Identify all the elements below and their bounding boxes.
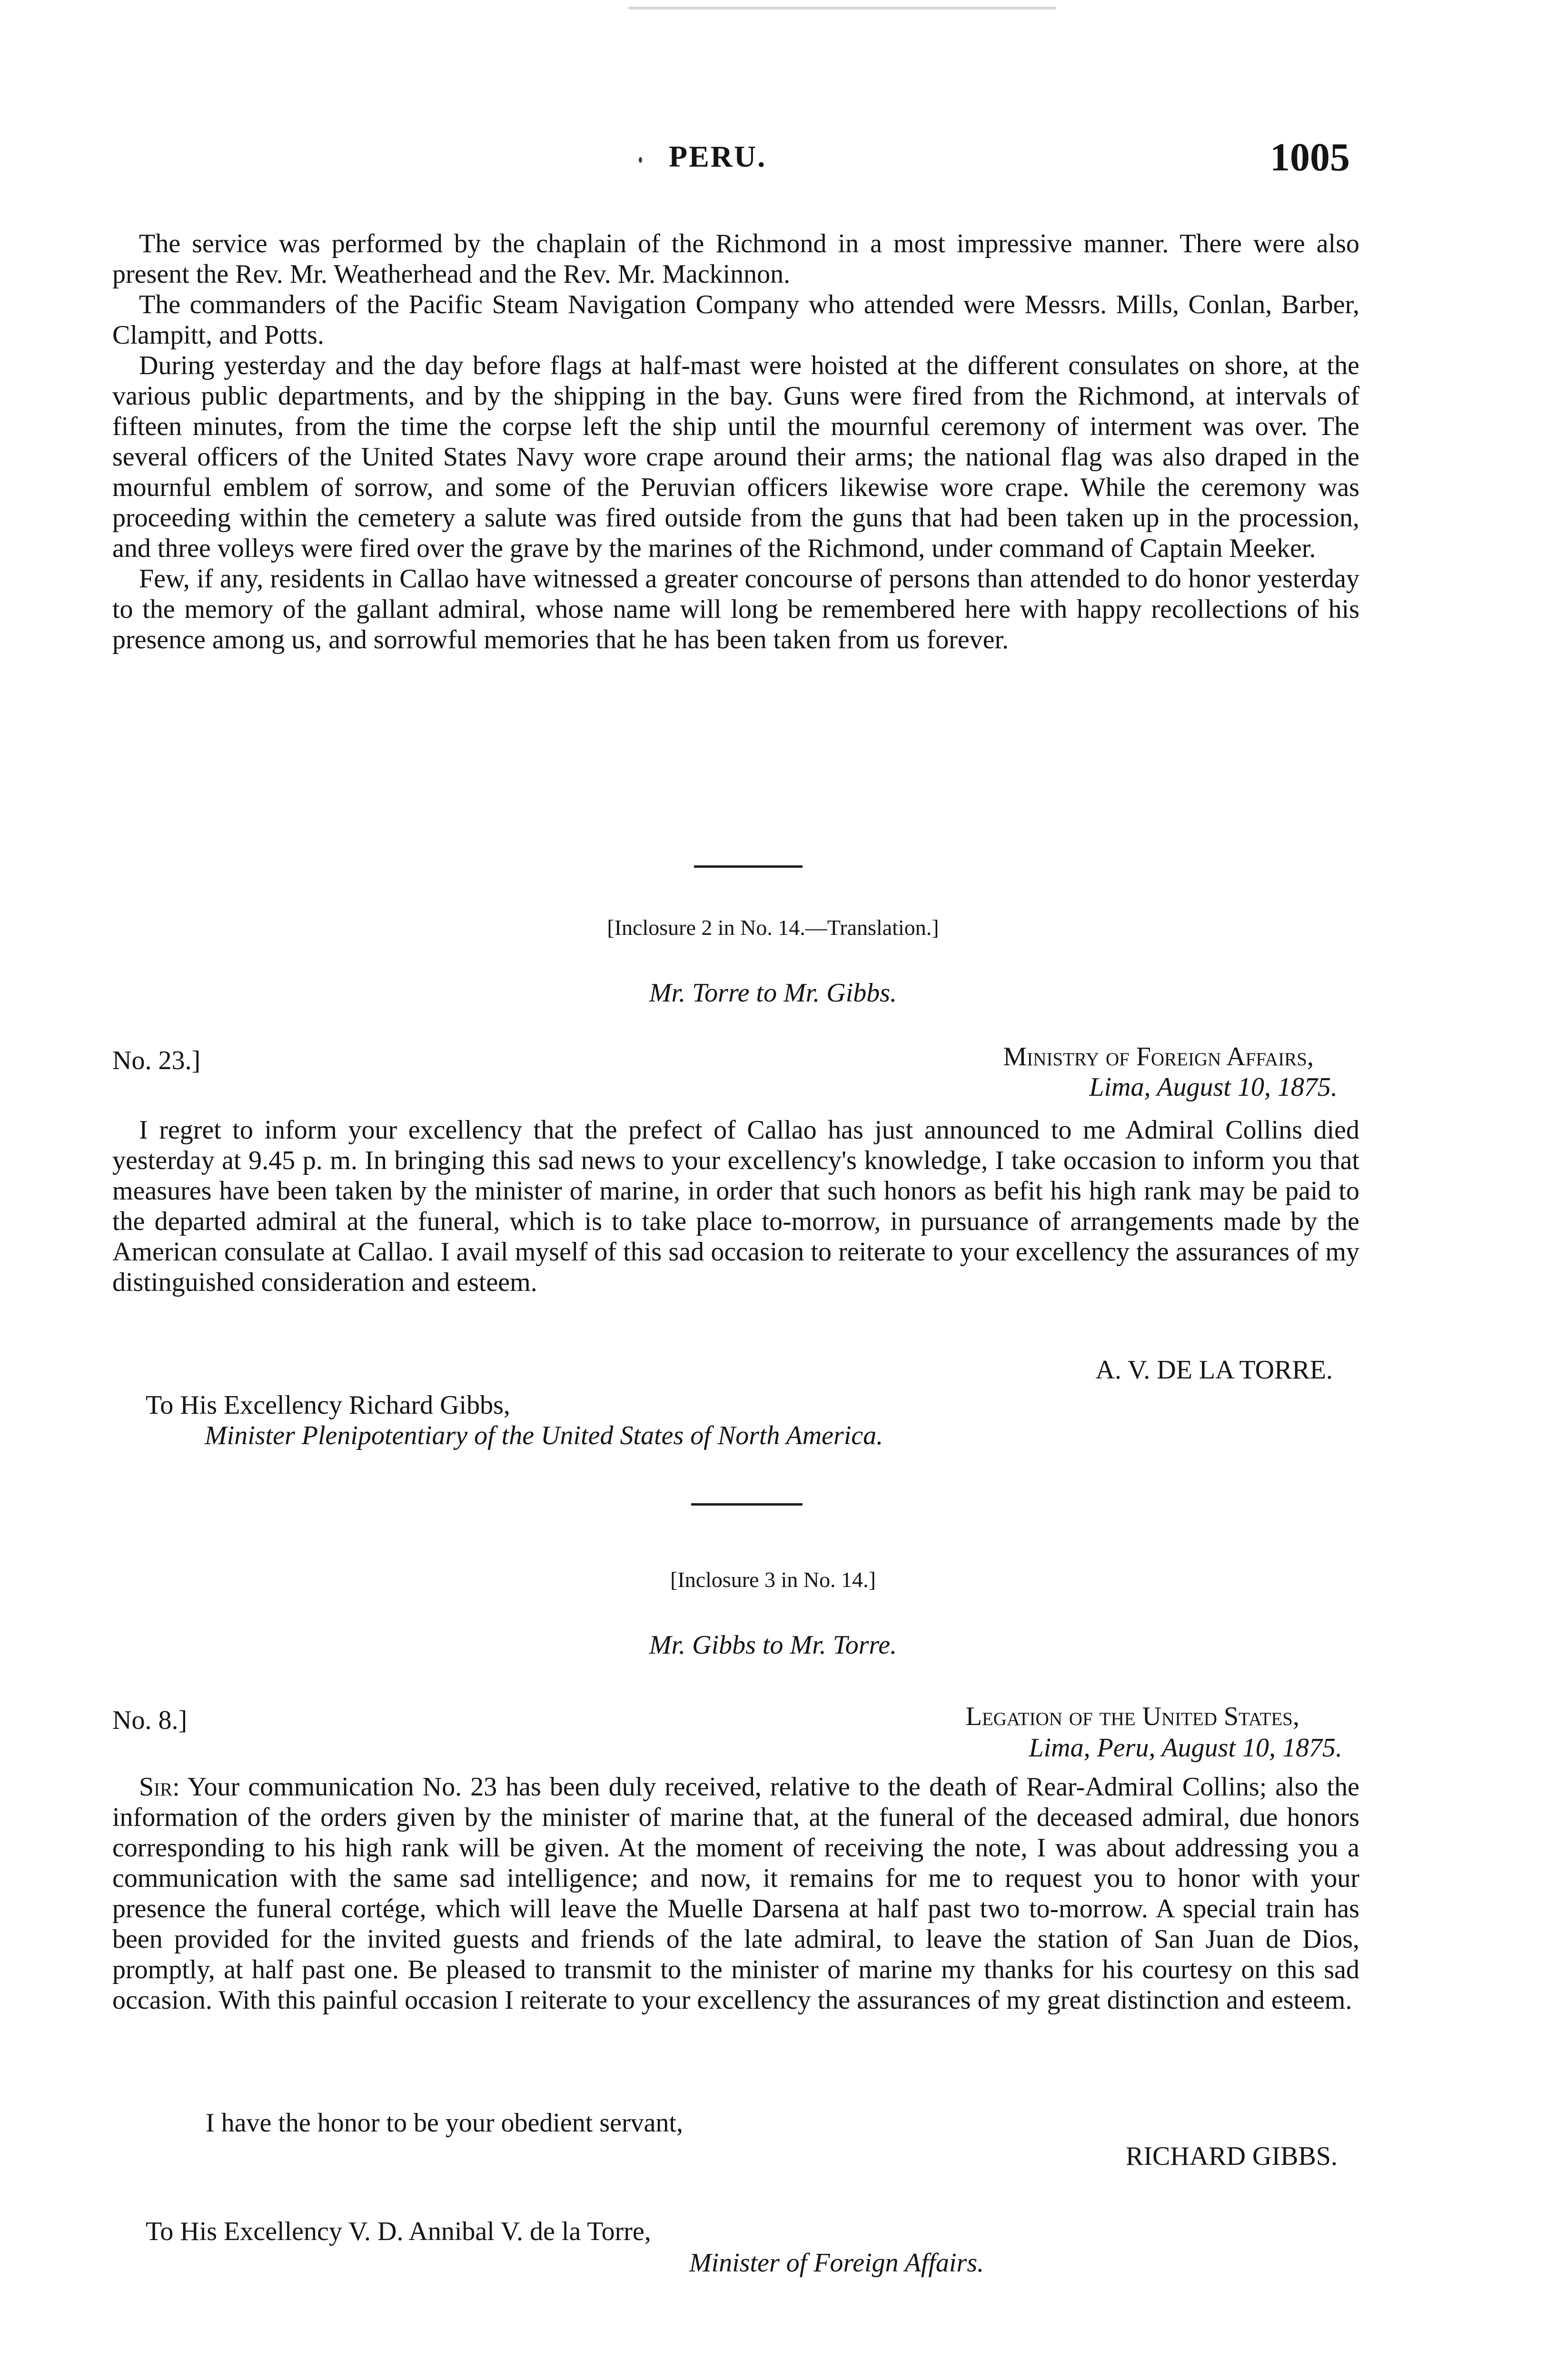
letter-number: No. 23.] [112,1046,201,1075]
inclosure-caption: [Inclosure 2 in No. 14.—Translation.] [607,915,939,940]
paragraph: The commanders of the Pacific Steam Navigation Company who attended were Messrs. Mills, Conlan, Barber, Clampitt, and Potts. [112,290,1359,350]
letter-number: No. 8.] [112,1706,188,1735]
paragraph: The service was performed by the chaplain of the Richmond in a most impressive manner. There were also present the Rev. Mr. Weatherhead and the Rev. Mr. Mackinnon. [112,229,1359,289]
recipient-line [146,1390,510,1420]
scan-speck [639,157,642,163]
paragraph: During yesterday and the day before flags at half-mast were hoisted at the different consulates on shore, at the various public departments, and by the shipping in the bay. Guns were fired from the Richmond, at intervals of fifteen minutes, from the time the corpse left the ship until the mournful ceremony of interment was over. The several officers of the United States Navy wore crape around their arms; the national flag was also draped in the mournful emblem of sorrow, and some of the Peruvian officers likewise wore crape. While the ceremony was proceeding within the cemetery a salute was fired outside from the guns that had been taken up in the procession, and three volleys were fired over the grave by the marines of the Richmond, under command of Captain Meeker. [112,351,1359,563]
scan-speck [628,7,1057,10]
closing-line: I have the honor to be your obedient servant, [206,2108,684,2138]
page-number: 1005 [1270,135,1350,179]
signature: RICHARD GIBBS. [1126,2142,1338,2171]
recipient-name: To His Excellency Richard Gibbs, [146,1390,510,1420]
paragraph: I regret to inform your excellency that the prefect of Callao has just announced to me Admiral Collins died yesterday at 9.45 p. m. In bringing this sad news to your excellency's knowledge, I take occasion to inform you that measures have been taken by the minister of marine, in order that such honors as befit his high rank may be paid to the departed admiral at the funeral, which is to take place to-morrow, in pursuance of arrangements made by the American consulate at Callao. I avail myself of this sad occasion to reiterate to your excellency the assurances of my distinguished consideration and esteem. [112,1115,1359,1297]
body-text: Your communication No. 23 has been duly received, relative to the death of Rear-Admiral Collins; also the information of the orders given by the minister of marine that, at the funeral of the deceased admiral, due honors corresponding to his high rank will be given. At the moment of receiving the note, I was about addressing you a communication with the same sad intelligence; and now, it remains for me to request you to honor with your presence the funeral cortége, which will leave the Muelle Darsena at half past two to-morrow. A special train has been provided for the invited guests and friends of the late admiral, to leave the station of San Juan de Dios, promptly, at half past one. Be pleased to transmit to the minister of marine my thanks for his courtesy on this sad occasion. With this painful occasion I reiterate to your excellency the assurances of my great distinction and esteem. [112,1772,1359,2015]
letter-body [112,1115,1359,1298]
section-divider [691,1503,803,1506]
letter-dateline: Lima, August 10, 1875. [1089,1072,1338,1102]
recipient-title: Minister Plenipotentiary of the United States of North America. [205,1421,883,1450]
letter-body [112,1772,1359,2015]
letter-address-line: Mr. Torre to Mr. Gibbs. [649,978,897,1008]
paragraph: Few, if any, residents in Callao have witnessed a greater concourse of persons than attended to do honor yesterday to the memory of the gallant admiral, whose name will long be remembered here with happy recollections of his presence among us, and sorrowful memories that he has been taken from us forever. [112,564,1359,654]
letter-office: Ministry of Foreign Affairs, [1003,1042,1314,1071]
section-divider [694,865,803,868]
continuation-text [112,228,1359,655]
letter-dateline: Lima, Peru, August 10, 1875. [1029,1733,1342,1763]
paragraph [112,1772,1359,2015]
inclosure-caption: [Inclosure 3 in No. 14.] [670,1567,876,1592]
letter-office: Legation of the United States, [965,1702,1299,1731]
letter-address-line: Mr. Gibbs to Mr. Torre. [649,1630,897,1660]
signature: A. V. DE LA TORRE. [1095,1355,1333,1385]
salutation: Sir: [139,1772,180,1802]
recipient-title: Minister of Foreign Affairs. [689,2248,984,2278]
running-title: PERU. [669,139,767,173]
recipient-line: To His Excellency V. D. Annibal V. de la Torre, [146,2217,651,2246]
